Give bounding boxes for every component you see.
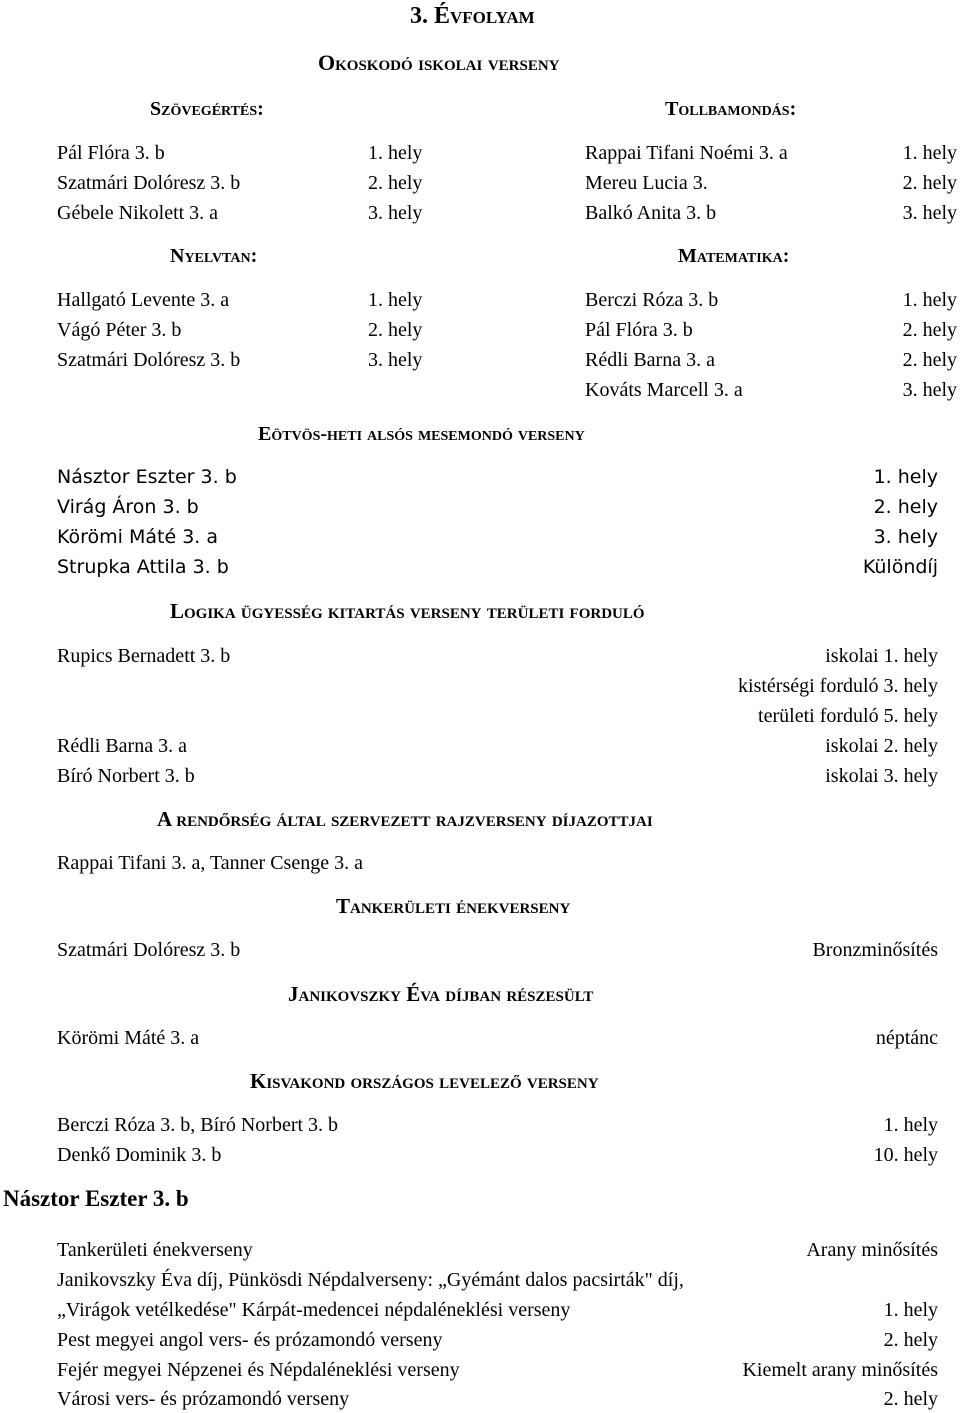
szovegertes-name-2: Szatmári Dolóresz 3. b bbox=[57, 172, 241, 194]
mesemondo-place-2: 2. hely bbox=[873, 496, 938, 518]
tollbamondas-name-1: Rappai Tifani Noémi 3. a bbox=[585, 142, 788, 164]
tollbamondas-place-1: 1. hely bbox=[902, 142, 957, 164]
janikovszky-place: néptánc bbox=[875, 1027, 938, 1049]
matematika-place-1: 1. hely bbox=[902, 289, 957, 311]
matematika-name-3: Rédli Barna 3. a bbox=[585, 349, 715, 371]
matematika-name-2: Pál Flóra 3. b bbox=[585, 319, 693, 341]
szovegertes-place-1: 1. hely bbox=[368, 142, 423, 164]
nasztor-place-1: Arany minősítés bbox=[806, 1239, 938, 1261]
kisvakond-name-1: Berczi Róza 3. b, Bíró Norbert 3. b bbox=[57, 1114, 339, 1136]
nasztor-name-2: Janikovszky Éva díj, Pünkösdi Népdalverseny: „Gyémánt dalos pacsirták" díj, bbox=[57, 1269, 684, 1291]
kisvakond-name-2: Denkő Dominik 3. b bbox=[57, 1144, 222, 1166]
matematika-name-1: Berczi Róza 3. b bbox=[585, 289, 719, 311]
tollbamondas-name-2: Mereu Lucia 3. bbox=[585, 172, 708, 194]
nasztor-heading: Násztor Eszter 3. b bbox=[3, 1186, 189, 1211]
logika-place-1: iskolai 1. hely bbox=[825, 645, 938, 667]
nasztor-name-3: „Virágok vetélkedése" Kárpát-medencei népdaléneklési verseny bbox=[57, 1299, 571, 1321]
mesemondo-place-4: Különdíj bbox=[862, 556, 938, 578]
rajzverseny-text: Rappai Tifani 3. a, Tanner Csenge 3. a bbox=[57, 852, 363, 874]
nasztor-name-1: Tankerületi énekverseny bbox=[57, 1239, 253, 1261]
nyelvtan-heading: Nyelvtan: bbox=[170, 245, 258, 267]
matematika-place-4: 3. hely bbox=[902, 379, 957, 401]
logika-name-1: Rupics Bernadett 3. b bbox=[57, 645, 231, 667]
janikovszky-heading: Janikovszky Éva díjban részesült bbox=[288, 982, 594, 1006]
enekverseny-name: Szatmári Dolóresz 3. b bbox=[57, 939, 241, 961]
logika-place-3: területi forduló 5. hely bbox=[758, 705, 938, 727]
mesemondo-place-3: 3. hely bbox=[873, 526, 938, 548]
enekverseny-heading: Tankerületi énekverseny bbox=[336, 894, 571, 918]
szovegertes-name-3: Gébele Nikolett 3. a bbox=[57, 202, 219, 224]
enekverseny-place: Bronzminősítés bbox=[812, 939, 938, 961]
mesemondo-heading: Eötvös-heti alsós mesemondó verseny bbox=[258, 423, 585, 445]
matematika-place-2: 2. hely bbox=[902, 319, 957, 341]
matematika-name-4: Kováts Marcell 3. a bbox=[585, 379, 743, 401]
logika-place-4: iskolai 2. hely bbox=[825, 735, 938, 757]
logika-place-2: kistérségi forduló 3. hely bbox=[738, 675, 938, 697]
szovegertes-name-1: Pál Flóra 3. b bbox=[57, 142, 165, 164]
kisvakond-heading: Kisvakond országos levelező verseny bbox=[250, 1069, 599, 1093]
nyelvtan-name-1: Hallgató Levente 3. a bbox=[57, 289, 230, 311]
tollbamondas-place-2: 2. hely bbox=[902, 172, 957, 194]
logika-name-4: Rédli Barna 3. a bbox=[57, 735, 187, 757]
nasztor-place-5: Kiemelt arany minősítés bbox=[742, 1359, 938, 1381]
mesemondo-place-1: 1. hely bbox=[873, 466, 938, 488]
matematika-heading: Matematika: bbox=[678, 245, 790, 267]
page-subtitle: Okoskodó iskolai verseny bbox=[318, 50, 560, 75]
nyelvtan-place-3: 3. hely bbox=[368, 349, 423, 371]
kisvakond-place-1: 1. hely bbox=[883, 1114, 938, 1136]
rajzverseny-heading: A rendőrség által szervezett rajzverseny díjazottjai bbox=[157, 807, 653, 831]
kisvakond-place-2: 10. hely bbox=[873, 1144, 938, 1166]
tollbamondas-name-3: Balkó Anita 3. b bbox=[585, 202, 717, 224]
nyelvtan-place-2: 2. hely bbox=[368, 319, 423, 341]
nasztor-place-4: 2. hely bbox=[883, 1329, 938, 1351]
nyelvtan-name-3: Szatmári Dolóresz 3. b bbox=[57, 349, 241, 371]
nasztor-place-6: 2. hely bbox=[883, 1388, 938, 1410]
szovegertes-place-3: 3. hely bbox=[368, 202, 423, 224]
nyelvtan-place-1: 1. hely bbox=[368, 289, 423, 311]
matematika-place-3: 2. hely bbox=[902, 349, 957, 371]
logika-name-5: Bíró Norbert 3. b bbox=[57, 765, 195, 787]
szovegertes-heading: Szövegértés: bbox=[150, 98, 264, 120]
nasztor-name-4: Pest megyei angol vers- és prózamondó verseny bbox=[57, 1329, 443, 1351]
logika-place-5: iskolai 3. hely bbox=[825, 765, 938, 787]
mesemondo-name-1: Násztor Eszter 3. b bbox=[57, 466, 237, 488]
szovegertes-place-2: 2. hely bbox=[368, 172, 423, 194]
tollbamondas-heading: Tollbamondás: bbox=[665, 98, 797, 120]
mesemondo-name-2: Virág Áron 3. b bbox=[57, 496, 199, 518]
janikovszky-name: Körömi Máté 3. a bbox=[57, 1027, 200, 1049]
mesemondo-name-4: Strupka Attila 3. b bbox=[57, 556, 229, 578]
nasztor-place-3: 1. hely bbox=[883, 1299, 938, 1321]
nasztor-name-5: Fejér megyei Népzenei és Népdaléneklési verseny bbox=[57, 1359, 460, 1381]
page-title: 3. Évfolyam bbox=[410, 3, 535, 29]
mesemondo-name-3: Körömi Máté 3. a bbox=[57, 526, 219, 548]
logika-heading: Logika ügyesség kitartás verseny területi forduló bbox=[170, 599, 645, 623]
nyelvtan-name-2: Vágó Péter 3. b bbox=[57, 319, 182, 341]
nasztor-name-6: Városi vers- és prózamondó verseny bbox=[57, 1388, 350, 1410]
tollbamondas-place-3: 3. hely bbox=[902, 202, 957, 224]
